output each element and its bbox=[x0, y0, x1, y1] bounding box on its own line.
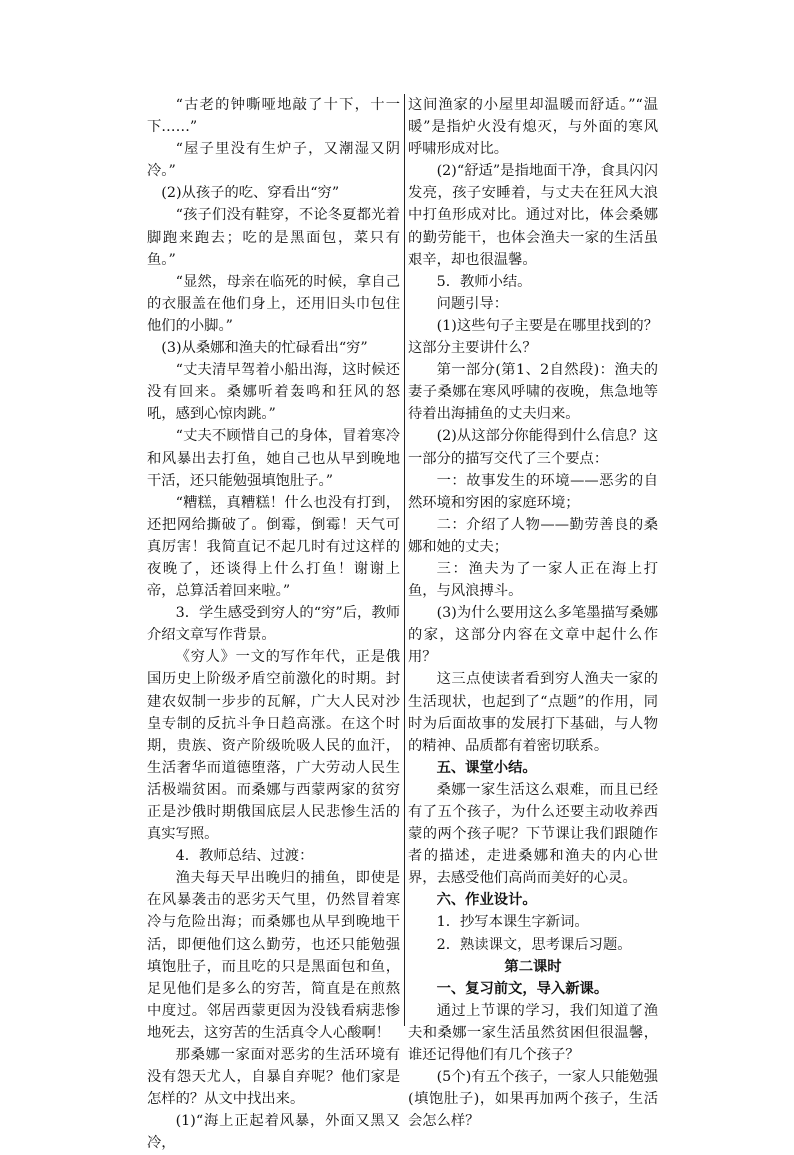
paragraph: 5．教师小结。 bbox=[436, 273, 532, 290]
paragraph: “显然，母亲在临死的时候，拿自己的衣服盖在他们身上，还用旧头巾包住他们的小脚。” bbox=[147, 273, 400, 334]
paragraph: 《穷人》一文的写作年代，正是俄国历史上阶级矛盾空前激化的时期。封建农奴制一步步的瓦解，广大人民对沙皇专制的反抗斗争日趋高涨。在这个时期，贵族、资产阶级吮吸人民的血汗，生活奢华而道德堕落，广大劳动人民生活极端贫困。而桑娜与西蒙两家的贫穷正是沙俄时期俄国底层人民悲惨生活的真实写照。 bbox=[147, 649, 400, 843]
paragraph: (5个)有五个孩子，一家人只能勉强(填饱肚子)，如果再加两个孩子，生活会怎么样？ bbox=[408, 1069, 658, 1130]
paragraph: (3)为什么要用这么多笔墨描写桑娜的家，这部分内容在文章中起什么作用？ bbox=[408, 605, 658, 666]
paragraph: “古老的钟嘶哑地敲了十下，十一下……” bbox=[147, 97, 400, 136]
paragraph: (2)“舒适”是指地面干净，食具闪闪发亮，孩子安睡着，与丈夫在狂风大浪中打鱼形成对比。通过对比，体会桑娜的勤劳能干，也体会渔夫一家的生活虽艰辛，却也很温馨。 bbox=[408, 163, 658, 268]
paragraph: 三：渔夫为了一家人正在海上打鱼，与风浪搏斗。 bbox=[408, 560, 658, 600]
paragraph: 4．教师总结、过渡： bbox=[175, 848, 314, 865]
paragraph: 2．熟读课文，思考课后习题。 bbox=[436, 936, 632, 953]
left-column bbox=[147, 94, 400, 1155]
section-heading: 五、课堂小结。 bbox=[436, 759, 537, 776]
paragraph: 问题引导： bbox=[436, 295, 509, 312]
paragraph: “孩子们没有鞋穿，不论冬夏都光着脚跑来跑去；吃的是黑面包，菜只有鱼。” bbox=[147, 207, 400, 268]
paragraph: 第一部分(第1、2自然段)：渔夫的妻子桑娜在寒风呼啸的夜晚，焦急地等待着出海捕鱼的丈夫归来。 bbox=[408, 362, 658, 423]
paragraph: (1)“海上正起着风暴，外面又黑又冷， bbox=[147, 1113, 400, 1152]
paragraph: “糟糕，真糟糕！什么也没有打到，还把网给撕破了。倒霉，倒霉！天气可真厉害！我简直记不起几时有过这样的夜晚了，还谈得上什么打鱼！谢谢上帝，总算活着回来啦。” bbox=[147, 494, 400, 600]
paragraph: “丈夫不顾惜自己的身体，冒着寒冷和风暴出去打鱼，她自己也从早到晚地干活，还只能勉强填饱肚子。” bbox=[147, 428, 400, 489]
paragraph: 渔夫每天早出晚归的捕鱼，即使是在风暴袭击的恶劣天气里，仍然冒着寒冷与危险出海；而桑娜也从早到晚地干活，即便他们这么勤劳，也还只能勉强填饱肚子，而且吃的只是黑面包和鱼，足见他们是多么的穷苦，简直是在煎熬中度过。邻居西蒙更因为没钱看病悲惨地死去，这穷苦的生活真令人心酸啊！ bbox=[147, 870, 400, 1041]
paragraph: 那桑娜一家面对恶劣的生活环境有没有怨天尤人，自暴自弃呢？他们家是怎样的？从文中找出来。 bbox=[147, 1047, 400, 1108]
paragraph: (2)从孩子的吃、穿看出“穷” bbox=[161, 185, 340, 202]
column-divider bbox=[404, 94, 405, 1026]
paragraph: “屋子里没有生炉子，又潮湿又阴冷。” bbox=[147, 141, 400, 180]
paragraph: (3)从桑娜和渔夫的忙碌看出“穷” bbox=[161, 340, 368, 357]
paragraph: (1)这些句子主要是在哪里找到的？这部分主要讲什么？ bbox=[408, 317, 658, 357]
paragraph: (2)从这部分你能得到什么信息？这一部分的描写交代了三个要点： bbox=[408, 428, 658, 467]
paragraph: 桑娜一家生活这么艰难，而且已经有了五个孩子，为什么还要主动收养西蒙的两个孩子呢？下节课让我们跟随作者的描述，走进桑娜和渔夫的内心世界，去感受他们高尚而美好的心灵。 bbox=[408, 781, 658, 887]
paragraph: 通过上节课的学习，我们知道了渔夫和桑娜一家生活虽然贫困但很温馨，谁还记得他们有几个孩子？ bbox=[408, 1002, 658, 1064]
section-heading: 六、作业设计。 bbox=[436, 892, 537, 909]
paragraph: 这间渔家的小屋里却温暖而舒适。”“温暖”是指炉火没有熄灭，与外面的寒风呼啸形成对比。 bbox=[408, 97, 658, 158]
paragraph: 1．抄写本课生字新词。 bbox=[436, 914, 589, 931]
paragraph: 二：介绍了人物——勤劳善良的桑娜和她的丈夫； bbox=[408, 516, 658, 555]
lesson-title: 第二课时 bbox=[504, 958, 562, 975]
paragraph: 一：故事发生的环境——恶劣的自然环境和穷困的家庭环境； bbox=[408, 472, 658, 511]
paragraph: 这三点使读者看到穷人渔夫一家的生活现状，也起到了“点题”的作用，同时为后面故事的发展打下基础，与人物的精神、品质都有着密切联系。 bbox=[408, 671, 658, 754]
paragraph: “丈夫清早驾着小船出海，这时候还没有回来。桑娜听着轰鸣和狂风的怒吼，感到心惊肉跳。” bbox=[147, 362, 400, 423]
paragraph: 3．学生感受到穷人的“穷”后，教师介绍文章写作背景。 bbox=[147, 605, 400, 644]
section-heading: 一、复习前文，导入新课。 bbox=[436, 980, 609, 997]
right-column bbox=[408, 94, 658, 1132]
